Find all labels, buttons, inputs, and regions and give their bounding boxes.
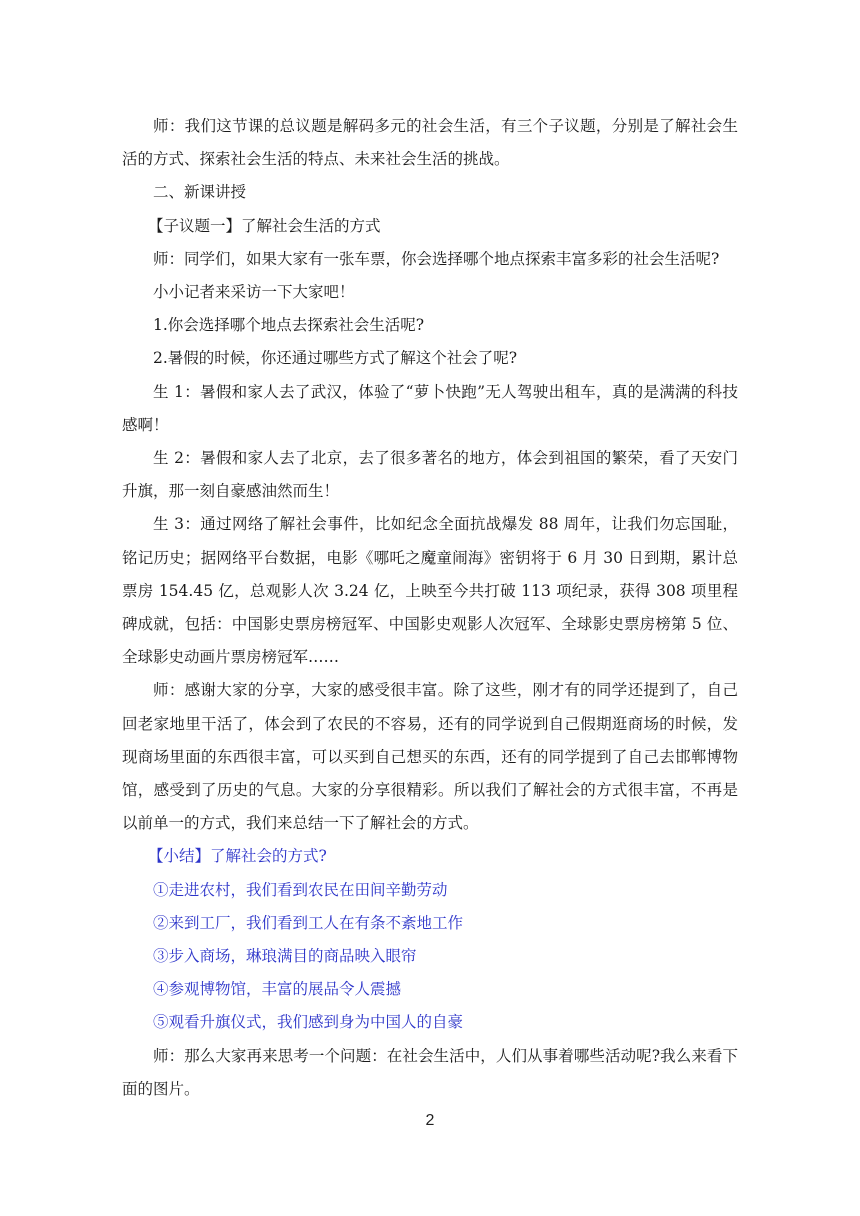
summary-item-5: ⑤观看升旗仪式，我们感到身为中国人的自豪 bbox=[153, 1013, 464, 1032]
sub-topic-heading: 【子议题一】了解社会生活的方式 bbox=[148, 216, 381, 235]
summary-item-1: ①走进农村，我们看到农民在田间辛勤劳动 bbox=[153, 880, 448, 899]
paragraph-reporter: 小小记者来采访一下大家吧！ bbox=[153, 283, 355, 302]
page-number: 2 bbox=[425, 1112, 435, 1129]
summary-item-4: ④参观博物馆，丰富的展品令人震撼 bbox=[153, 980, 402, 999]
section-heading: 二、新课讲授 bbox=[153, 183, 247, 202]
teacher-next-question: 师：那么大家再来思考一个问题：在社会生活中，人们从事着哪些活动呢?我么来看下面的图片。 bbox=[122, 1046, 738, 1098]
summary-item-2: ②来到工厂，我们看到工人在有条不紊地工作 bbox=[153, 913, 464, 932]
summary-heading: 【小结】了解社会的方式? bbox=[148, 847, 327, 866]
student-answer-1: 生 1：暑假和家人去了武汉，体验了“萝卜快跑”无人驾驶出租车，真的是满满的科技感啊！ bbox=[122, 382, 738, 434]
body-text bbox=[122, 110, 738, 1106]
paragraph-intro: 师：我们这节课的总议题是解码多元的社会生活，有三个子议题，分别是了解社会生活的方式、探索社会生活的特点、未来社会生活的挑战。 bbox=[122, 117, 738, 169]
teacher-summary-paragraph: 师：感谢大家的分享，大家的感受很丰富。除了这些，刚才有的同学还提到了，自己回老家地里干活了，体会到了农民的不容易，还有的同学说到自己假期逛商场的时候，发现商场里面的东西很丰富，可以买到自己想买的东西，还有的同学提到了自己去邯郸博物馆，感受到了历史的气息。大家的分享很精彩。所以我们了解社会的方式很丰富，不再是以前单一的方式，我们来总结一下了解社会的方式。 bbox=[122, 681, 738, 833]
question-2: 2.暑假的时候，你还通过哪些方式了解这个社会了呢? bbox=[153, 349, 518, 368]
student-answer-3: 生 3：通过网络了解社会事件，比如纪念全面抗战爆发 88 周年，让我们勿忘国耻，铭记历史；据网络平台数据，电影《哪吒之魔童闹海》密钥将于 6 月 30 日到期，累计总票房 154.45 亿，总观影人次 3.24 亿，上映至今共打破 113 项纪录，获得 308 项里程碑成就，包括：中国影史票房榜冠军、中国影史观影人次冠军、全球影史票房榜第 5 位、全球影史动画片票房榜冠军…… bbox=[122, 515, 738, 667]
summary-item-3: ③步入商场，琳琅满目的商品映入眼帘 bbox=[153, 947, 417, 966]
paragraph-teacher-question: 师：同学们，如果大家有一张车票，你会选择哪个地点探索丰富多彩的社会生活呢? bbox=[153, 249, 720, 268]
student-answer-2: 生 2：暑假和家人去了北京，去了很多著名的地方，体会到祖国的繁荣，看了天安门升旗，那一刻自豪感油然而生！ bbox=[122, 449, 738, 501]
question-1: 1.你会选择哪个地点去探索社会生活呢? bbox=[153, 316, 425, 335]
